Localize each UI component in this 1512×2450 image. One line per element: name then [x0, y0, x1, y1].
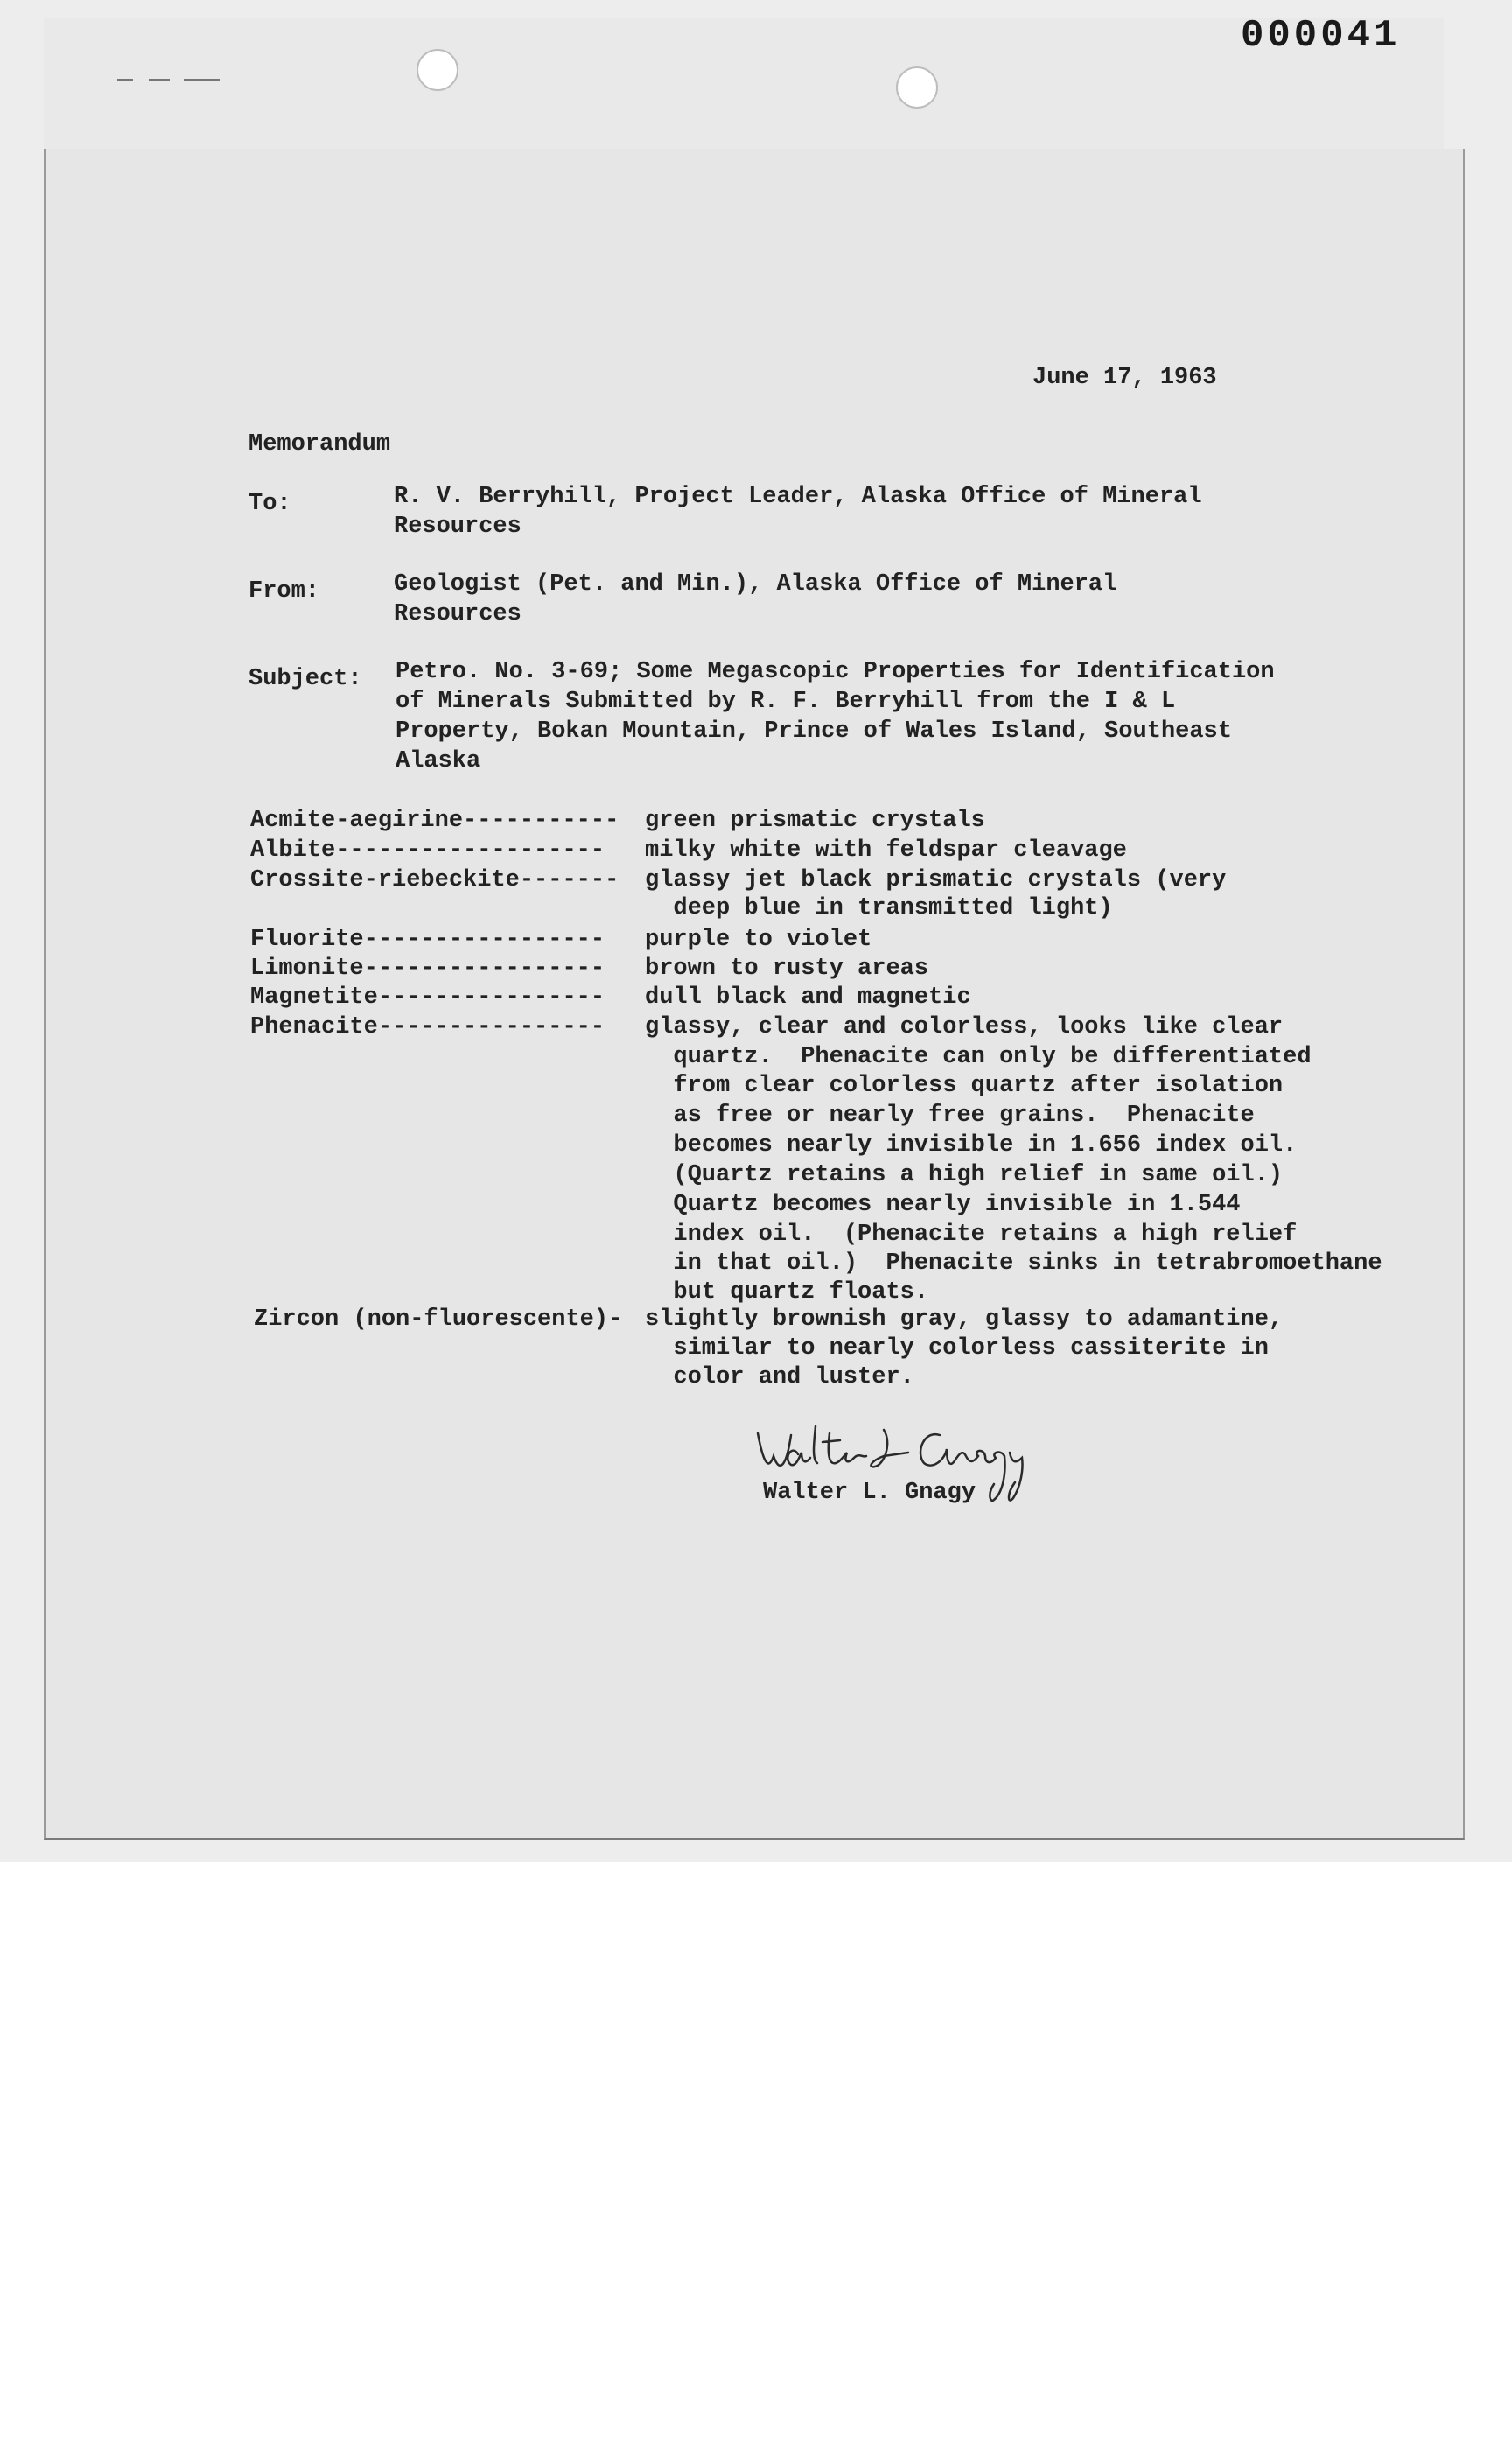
mineral-desc: green prismatic crystals [645, 808, 985, 834]
from-line: Geologist (Pet. and Min.), Alaska Office of Mineral [394, 571, 1117, 598]
subject-line: Property, Bokan Mountain, Prince of Wales Island, Southeast [396, 718, 1232, 745]
margin-mark [149, 79, 170, 81]
to-line: Resources [394, 514, 522, 540]
mineral-desc: purple to violet [645, 927, 872, 953]
memo-heading: Memorandum [248, 431, 391, 458]
from-label: From: [248, 578, 320, 605]
subject-line: of Minerals Submitted by R. F. Berryhill from the I & L [396, 689, 1176, 715]
mineral-desc: deep blue in transmitted light) [645, 895, 1113, 921]
mineral-desc: brown to rusty areas [645, 956, 929, 982]
subject-line: Petro. No. 3-69; Some Megascopic Properties for Identification [396, 659, 1275, 685]
mineral-desc: index oil. (Phenacite retains a high relief [645, 1222, 1298, 1248]
memo-date: June 17, 1963 [1032, 365, 1217, 391]
mineral-name: Fluorite----------------- [250, 927, 606, 953]
mineral-desc: glassy jet black prismatic crystals (very [645, 867, 1227, 893]
mineral-desc: slightly brownish gray, glassy to adamantine, [645, 1306, 1284, 1333]
subject-line: Alaska [396, 748, 481, 774]
mineral-name: Magnetite---------------- [250, 984, 606, 1011]
mineral-desc: similar to nearly colorless cassiterite in [645, 1335, 1269, 1362]
margin-mark [184, 79, 220, 81]
mineral-desc: in that oil.) Phenacite sinks in tetrabromoethane [645, 1250, 1382, 1277]
mineral-name: Albite------------------- [250, 837, 606, 864]
mineral-desc: Quartz becomes nearly invisible in 1.544 [645, 1192, 1241, 1218]
mineral-desc: color and luster. [645, 1364, 914, 1390]
mineral-desc: (Quartz retains a high relief in same oil.) [645, 1162, 1284, 1188]
mineral-name: Acmite-aegirine----------- [250, 808, 620, 834]
mineral-desc: as free or nearly free grains. Phenacite [645, 1102, 1255, 1129]
margin-mark [117, 79, 133, 81]
document-number: 000041 [1241, 14, 1401, 58]
typed-signature-name: Walter L. Gnagy [763, 1480, 976, 1506]
mineral-name: Crossite-riebeckite------- [250, 867, 620, 893]
mineral-desc: from clear colorless quartz after isolation [645, 1073, 1284, 1099]
page-top-band [44, 18, 1444, 158]
subject-label: Subject: [248, 666, 362, 692]
mineral-name: Phenacite---------------- [250, 1014, 606, 1040]
mineral-desc: dull black and magnetic [645, 984, 971, 1011]
to-line: R. V. Berryhill, Project Leader, Alaska Office of Mineral [394, 484, 1202, 510]
to-label: To: [248, 491, 291, 517]
from-line: Resources [394, 601, 522, 627]
mineral-desc: but quartz floats. [645, 1279, 929, 1306]
mineral-name: Zircon (non-fluorescente)- [254, 1306, 623, 1333]
punch-hole-left [416, 49, 458, 91]
mineral-desc: becomes nearly invisible in 1.656 index oil. [645, 1132, 1298, 1158]
mineral-desc: milky white with feldspar cleavage [645, 837, 1127, 864]
mineral-desc: quartz. Phenacite can only be differentiated [645, 1044, 1312, 1070]
mineral-desc: glassy, clear and colorless, looks like clear [645, 1014, 1284, 1040]
punch-hole-right [896, 66, 938, 108]
mineral-name: Limonite----------------- [250, 956, 606, 982]
